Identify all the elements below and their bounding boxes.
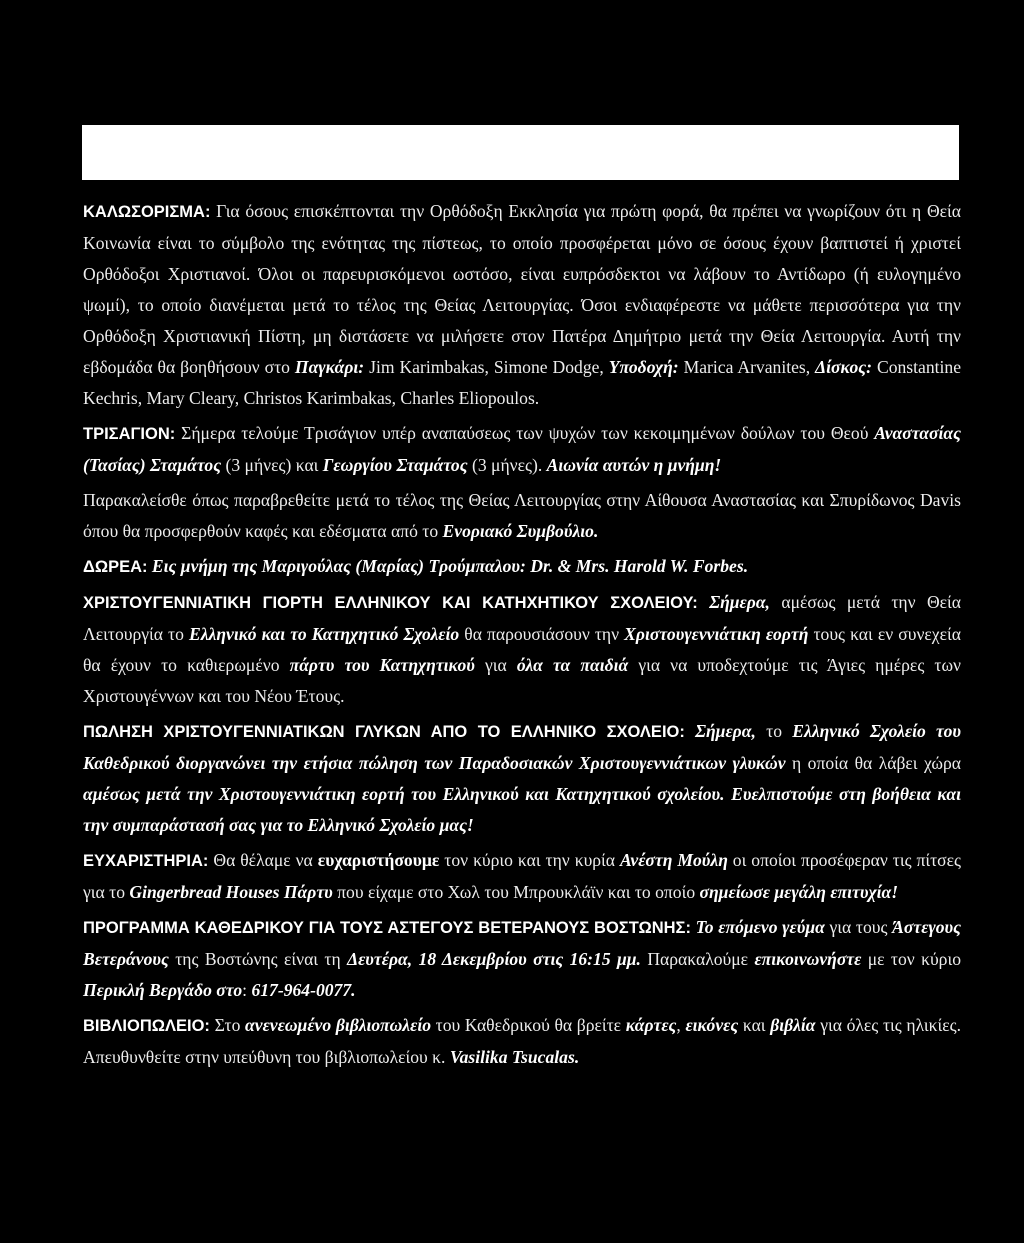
header-bar bbox=[82, 125, 959, 180]
section-label: ΤΡΙΣΑΓΙΟΝ: bbox=[83, 425, 176, 443]
section-label: ΚΑΛΩΣΟΡΙΣΜΑ: bbox=[83, 203, 211, 221]
body-text: Για όσους επισκέπτονται την Ορθόδοξη Εκκλησία για πρώτη φορά, θα πρέπει να γνωρίζουν ότι η Θεία Κοινωνία είναι το σύμβολο της ενότητας της πίστεως, το οποίο προσφέρεται μόνο σε όσους έχουν βαπτιστεί ή χριστεί Ορθόδοξοι Χριστιανοί. Όλοι οι παρευρισκόμενοι ωστόσο, είναι ευπρόσδεκτοι να λάβουν το Αντίδωρο (ή ευλογημένο ψωμί), το οποίο διανέμεται μετά το τέλος της Θείας Λειτουργίας. Όσοι ενδιαφέρεστε να μάθετε περισσότερα για την Ορθόδοξη Χριστιανική Πίστη, μη διστάσετε να μιλήσετε στον Πατέρα Δημήτριο μετά την Θεία Λειτουργία. Αυτή την εβδομάδα θα βοηθήσουν στο bbox=[83, 201, 961, 377]
emphasis-text: Παγκάρι: bbox=[294, 357, 365, 377]
body-text: για bbox=[474, 655, 517, 675]
body-text bbox=[685, 721, 695, 741]
section-label: ΧΡΙΣΤΟΥΓΕΝΝΙΑΤΙΚΗ ΓΙΟΡΤΗ ΕΛΛΗΝΙΚΟΥ ΚΑΙ ΚΑΤΗΧΗΤΙΚΟΥ ΣΧΟΛΕΙΟΥ: bbox=[83, 594, 698, 612]
body-text: για τους bbox=[824, 917, 893, 937]
body-text: για όλες τις ηλικίες. Απευθυνθείτε στην υπεύθυνη του βιβλιοπωλείου κ. bbox=[83, 1015, 961, 1067]
announcement-paragraph bbox=[83, 716, 961, 841]
emphasis-text: Ανέστη Μούλη bbox=[619, 850, 728, 870]
emphasis-text: Χριστουγεννιάτικη εορτή bbox=[624, 624, 809, 644]
body-text: αμέσως μετά την Θεία Λειτουργία το bbox=[83, 592, 961, 644]
emphasis-text: Vasilika Tsucalas. bbox=[449, 1047, 580, 1067]
announcement-paragraph bbox=[83, 845, 961, 908]
emphasis-text: Ελληνικό και το Κατηχητικό Σχολείο bbox=[189, 624, 460, 644]
announcement-paragraph bbox=[83, 912, 961, 1006]
body-text: Jim Karimbakas, Simone Dodge, bbox=[364, 357, 609, 377]
emphasis-text: επικοινωνήστε bbox=[754, 949, 862, 969]
body-text: το bbox=[755, 721, 793, 741]
body-text: τον κύριο και την κυρία bbox=[439, 850, 620, 870]
emphasis-text: κάρτες bbox=[625, 1015, 677, 1035]
body-text: τους και εν συνεχεία θα έχουν το καθιερωμένο bbox=[83, 624, 961, 675]
emphasis-text: ανενεωμένο βιβλιοπωλείο bbox=[245, 1015, 432, 1035]
section-label: ΠΡΟΓΡΑΜΜΑ ΚΑΘΕΔΡΙΚΟΥ ΓΙΑ ΤΟΥΣ ΑΣΤΕΓΟΥΣ ΒΕΤΕΡΑΝΟΥΣ ΒΟΣΤΩΝΗΣ: bbox=[83, 919, 691, 937]
body-text: της Βοστώνης είναι τη bbox=[168, 949, 348, 969]
body-text: (3 μήνες) και bbox=[221, 455, 323, 475]
body-text: που είχαμε στο Χωλ του Μπρουκλάϊν και το οποίο bbox=[332, 882, 700, 902]
announcement-paragraph bbox=[83, 485, 961, 547]
emphasis-text: βιβλία bbox=[770, 1015, 816, 1035]
body-text: θα παρουσιάσουν την bbox=[459, 624, 625, 644]
body-text: οι οποίοι προσέφεραν τις πίτσες για το bbox=[83, 850, 962, 902]
announcements bbox=[83, 196, 961, 1073]
emphasis-text: Αιωνία αυτών η μνήμη! bbox=[546, 455, 722, 475]
emphasis-text: Ελληνικό Σχολείο του Καθεδρικού διοργανώνει την ετήσια πώληση των Παραδοσιακών Χριστουγεννιάτικων γλυκών bbox=[83, 721, 961, 773]
emphasis-text: πάρτυ του Κατηχητικού bbox=[289, 655, 475, 675]
body-text bbox=[698, 592, 709, 612]
emphasis-text: 617-964-0077. bbox=[251, 980, 356, 1000]
body-text: Σήμερα τελούμε Τρισάγιον υπέρ αναπαύσεως των ψυχών των κεκοιμημένων δούλων του Θεού bbox=[175, 423, 875, 443]
body-text: Παρακαλείσθε όπως παραβρεθείτε μετά το τέλος της Θείας Λειτουργίας στην Αίθουσα Αναστασίας και Σπυρίδωνος Davis όπου θα προσφερθούν καφές και εδέσματα από το bbox=[83, 490, 961, 541]
body-text: Constantine Kechris, Mary Cleary, Christos Karimbakas, Charles Eliopoulos. bbox=[83, 357, 962, 408]
emphasis-text: Ενοριακό Συμβούλιο. bbox=[442, 521, 599, 541]
section-label: ΒΙΒΛΙΟΠΩΛΕΙΟ: bbox=[83, 1017, 210, 1035]
emphasis-text: όλα τα παιδιά bbox=[516, 655, 629, 675]
body-text: : bbox=[242, 980, 252, 1000]
bold-text: ευχαριστήσουμε bbox=[317, 850, 440, 870]
emphasis-text: Αναστασίας (Τασίας) Σταμάτος bbox=[83, 423, 961, 475]
emphasis-text: Γεωργίου Σταμάτος bbox=[322, 455, 468, 475]
emphasis-text: Σήμερα, bbox=[709, 592, 770, 612]
body-text: του Καθεδρικού θα βρείτε bbox=[431, 1015, 626, 1035]
body-text: και bbox=[738, 1015, 771, 1035]
announcement-paragraph bbox=[83, 587, 961, 712]
emphasis-text: Το επόμενο γεύμα bbox=[695, 917, 825, 937]
emphasis-text: Δευτέρα, 18 Δεκεμβρίου στις 16:15 μμ. bbox=[347, 949, 641, 969]
body-text: , bbox=[676, 1015, 686, 1035]
body-text: Παρακαλούμε bbox=[640, 949, 755, 969]
emphasis-text: Δίσκος: bbox=[815, 357, 873, 377]
emphasis-text: Υποδοχή: bbox=[608, 357, 679, 377]
body-text: η οποία θα λάβει χώρα bbox=[785, 753, 961, 773]
emphasis-text: Εις μνήμη της Μαριγούλας (Μαρίας) Τρούμπαλου: Dr. & Mrs. Harold W. Forbes. bbox=[147, 556, 749, 576]
emphasis-text: Περικλή Βεργάδο στο bbox=[83, 980, 243, 1000]
body-text: Θα θέλαμε να bbox=[208, 850, 318, 870]
body-text: (3 μήνες). bbox=[467, 455, 547, 475]
body-text: Marica Arvanites, bbox=[678, 357, 816, 377]
announcement-paragraph bbox=[83, 551, 961, 583]
emphasis-text: εικόνες bbox=[685, 1015, 739, 1035]
emphasis-text: σημείωσε μεγάλη επιτυχία! bbox=[699, 882, 899, 902]
emphasis-text: Άστεγους Βετεράνους bbox=[83, 917, 961, 969]
emphasis-text: Gingerbread Houses Πάρτυ bbox=[129, 882, 333, 902]
announcement-paragraph bbox=[83, 1010, 961, 1073]
announcement-paragraph bbox=[83, 418, 961, 481]
emphasis-text: αμέσως μετά την Χριστουγεννιάτικη εορτή του Ελληνικού και Κατηχητικού σχολείου. Ευελπιστούμε στη βοήθεια και την συμπαράστασή σας για το Ελληνικό Σχολείο μας! bbox=[83, 784, 961, 835]
section-label: ΕΥΧΑΡΙΣΤΗΡΙΑ: bbox=[83, 852, 209, 870]
section-label: ΠΩΛΗΣΗ ΧΡΙΣΤΟΥΓΕΝΝΙΑΤΙΚΩΝ ΓΛΥΚΩΝ ΑΠΟ ΤΟ ΕΛΛΗΝΙΚΟ ΣΧΟΛΕΙΟ: bbox=[83, 723, 685, 741]
announcement-paragraph bbox=[83, 196, 961, 414]
body-text: για να υποδεχτούμε τις Άγιες ημέρες των Χριστουγέννων και του Νέου Έτους. bbox=[83, 655, 961, 706]
section-label: ΔΩΡΕΑ: bbox=[83, 558, 148, 576]
body-text: Στο bbox=[209, 1015, 246, 1035]
body-text: με τον κύριο bbox=[861, 949, 961, 969]
emphasis-text: Σήμερα, bbox=[695, 721, 756, 741]
